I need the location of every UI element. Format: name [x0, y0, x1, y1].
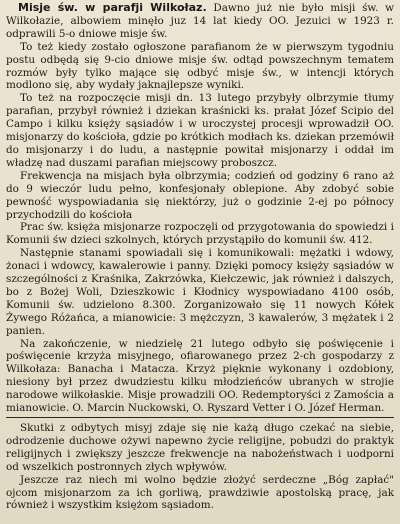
article-paragraph: Następnie stanami spowiadali się i komunikowali: mężatki i wdowy, żonaci i wdowcy, kawalerowie i panny. Dzięki pomocy księży sąsiadów w szczególności z Kraśnika, Zakrzówka, Kiełczewic, jak również i dalszych, bo z Bożej Woli, Dzieszkowic i Kłodnicy wyspowiadano 4100 osób, Komunii św. udzielono 8.300. Zorganizowało się 11 nowych Kółek Żywego Różańca, a mianowicie: 3 mężczyzn, 3 kawalerów, 3 mężatek i 2 panien.: [6, 247, 394, 337]
article-intro: Dawno już nie było misji św. w Wilkołazie, albowiem minęło juz 14 lat kiedy OO. Jezuici w 1923 r. odprawili 5-o dniowe misje św.: [6, 2, 394, 40]
article-lead-paragraph: [6, 2, 394, 41]
article-paragraph: Prac św. księża misjonarze rozpoczęli od przygotowania do spowiedzi i Komunii św dzieci szkolnych, których przystąpiło do komunii św. 412.: [6, 221, 394, 247]
article-paragraph: Na zakończenie, w niedzielę 21 lutego odbyło się poświęcenie i poświęcenie krzyża misyjnego, ofiarowanego przez 2-ch gospodarzy z Wilkołaza: Banacha i Matacza. Krzyż pięknie wykonany i ozdobiony, niesiony był przez dwudziestu kilku młodzieńców ubranych w strojie narodowe wilkołaskie. Misje prowadzili OO. Redemptoryści z Zamościa a mianowicie. O. Marcin Nuckowski, O. Ryszard Vetter i O. Józef Herman.: [6, 337, 394, 415]
article-paragraph: To też na rozpoczęcie misji dn. 13 lutego przybyły olbrzymie tłumy parafian, przybył również i dziekan kraśnicki ks. prałat Józef Scipio del Campo i kilku księży sąsiadów i w uroczystej procesji wprowadził OO. misjonarzy do kościoła, gdzie po krótkich modłach ks. dziekan przemówił do misjonarzy i do ludu, a następnie powitał misjonarzy i oddał im władzę nad duszami parafian miejscowy proboszcz.: [6, 92, 394, 169]
article-title: Misje św. w parafji Wilkołaz.: [18, 1, 207, 14]
section-divider: [6, 417, 394, 418]
article: [6, 2, 394, 512]
article-paragraph: Jeszcze raz niech mi wolno będzie złożyć serdeczne „Bóg zapłać" ojcom misjonarzom za ich gorliwą, prawdziwie apostolską pracę, jak również i wszystkim księżom sąsiadom.: [6, 473, 394, 512]
article-paragraph: Skutki z odbytych misyj zdaje się nie każą długo czekać na siebie, odrodzenie duchowe ożywi napewno życie religijne, pobudzi do praktyk religijnych i zwiększy jeszcze frekwencje na nabożeństwach i uodporni od wszelkich postronnych złych wpływów.: [6, 422, 394, 473]
article-paragraph: To też kiedy zostało ogłoszone parafianom że w pierwszym tygodniu postu odbędą się 9-cio dniowe misje św. odtąd powszechnym tematem rozmów były tylko mające się odbyć misje św., w intencji których modlono się, aby wydały jaknajlepsze wyniki.: [6, 40, 394, 92]
article-paragraph: Frekwencja na misjach była olbrzymia; codzień od godziny 6 rano aż do 9 wieczór ludu pełno, konfesjonały oblepione. Aby zdobyć sobie pewność wyspowiadania się niektórzy, już o godzinie 2-ej po północy przychodzili do kościoła: [6, 169, 394, 221]
